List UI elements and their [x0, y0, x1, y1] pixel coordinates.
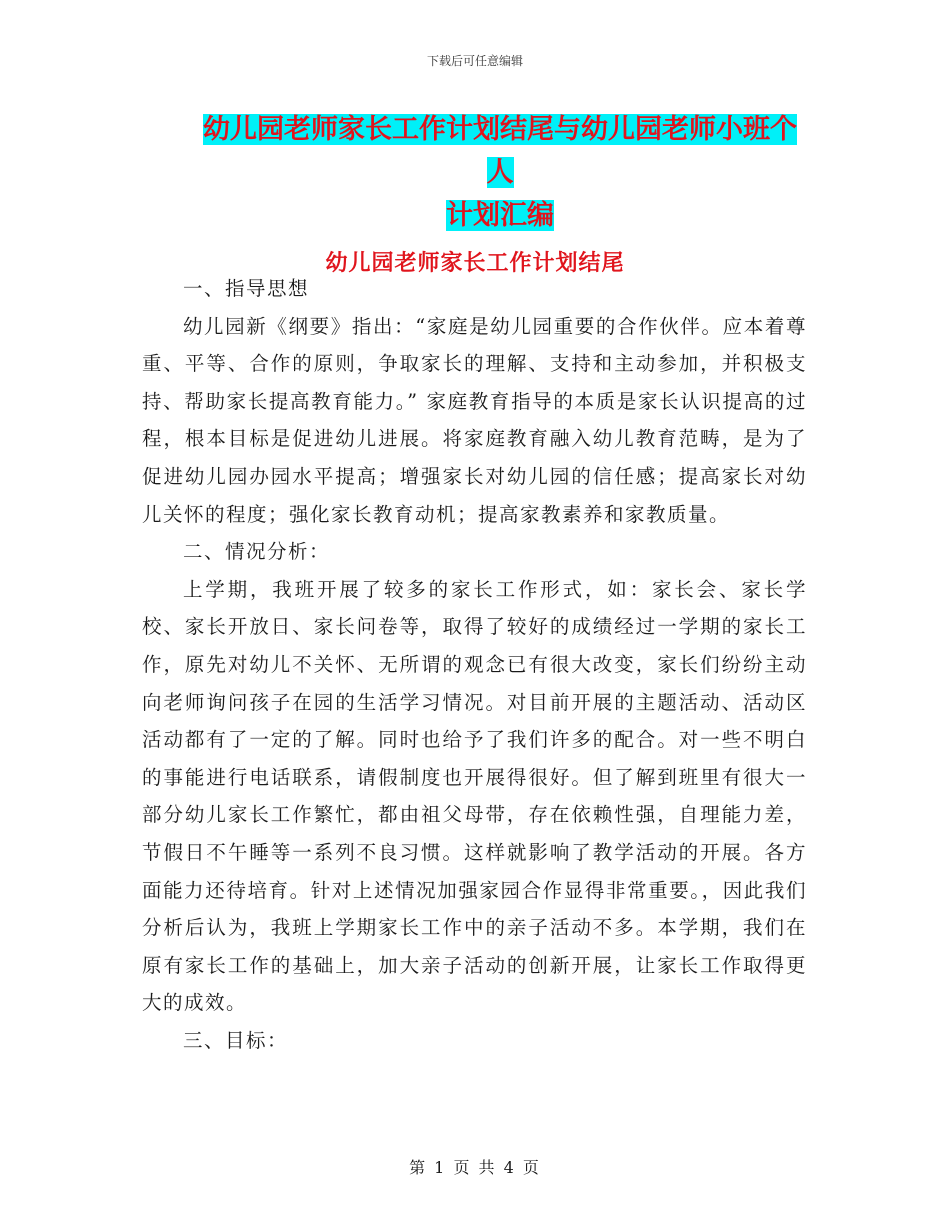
document-title-line-1: 幼儿园老师家长工作计划结尾与幼儿园老师小班个人 — [203, 114, 797, 188]
document-body — [142, 270, 807, 1059]
document-title — [190, 108, 810, 237]
document-title-line-2: 计划汇编 — [446, 200, 554, 231]
heading-goals: 三、目标： — [182, 1028, 288, 1052]
paragraph-guiding-ideology: 幼儿园新《纲要》指出：“家庭是幼儿园重要的合作伙伴。应本着尊重、平等、合作的原则，争取家长的理解、支持和主动参加，并积极支持、帮助家长提高教育能力。” 家庭教育指导的本质是家长认识提高的过程，根本目标是促进幼儿进展。将家庭教育融入幼儿教育范畴，是为了促进幼儿园办园水平提高；增强家长对幼儿园的信任感；提高家长对幼儿关怀的程度；强化家长教育动机；提高家教素养和家教质量。 — [142, 314, 807, 526]
heading-guiding-ideology: 一、指导思想 — [182, 277, 309, 300]
heading-situation-analysis: 二、情况分析： — [182, 540, 330, 564]
paragraph-situation-analysis: 上学期，我班开展了较多的家长工作形式，如：家长会、家长学校、家长开放日、家长问卷等，取得了较好的成绩经过一学期的家长工作，原先对幼儿不关怀、无所谓的观念已有很大改变，家长们纷纷主动向老师询问孩子在园的生活学习情况。对目前开展的主题活动、活动区活动都有了一定的了解。同时也给予了我们许多的配合。对一些不明白的事能进行电话联系，请假制度也开展得很好。但了解到班里有很大一部分幼儿家长工作繁忙，都由祖父母带，存在依赖性强，自理能力差，节假日不午睡等一系列不良习惯。这样就影响了教学活动的开展。各方面能力还待培育。针对上述情况加强家园合作显得非常重要。，因此我们分析后认为，我班上学期家长工作中的亲子活动不多。本学期，我们在原有家长工作的基础上，加大亲子活动的创新开展，让家长工作取得更大的成效。 — [142, 577, 807, 1015]
page-number-footer: 第 1 页 共 4 页 — [409, 1158, 541, 1177]
section-title: 幼儿园老师家长工作计划结尾 — [325, 250, 625, 276]
header-note: 下载后可任意编辑 — [426, 54, 523, 68]
